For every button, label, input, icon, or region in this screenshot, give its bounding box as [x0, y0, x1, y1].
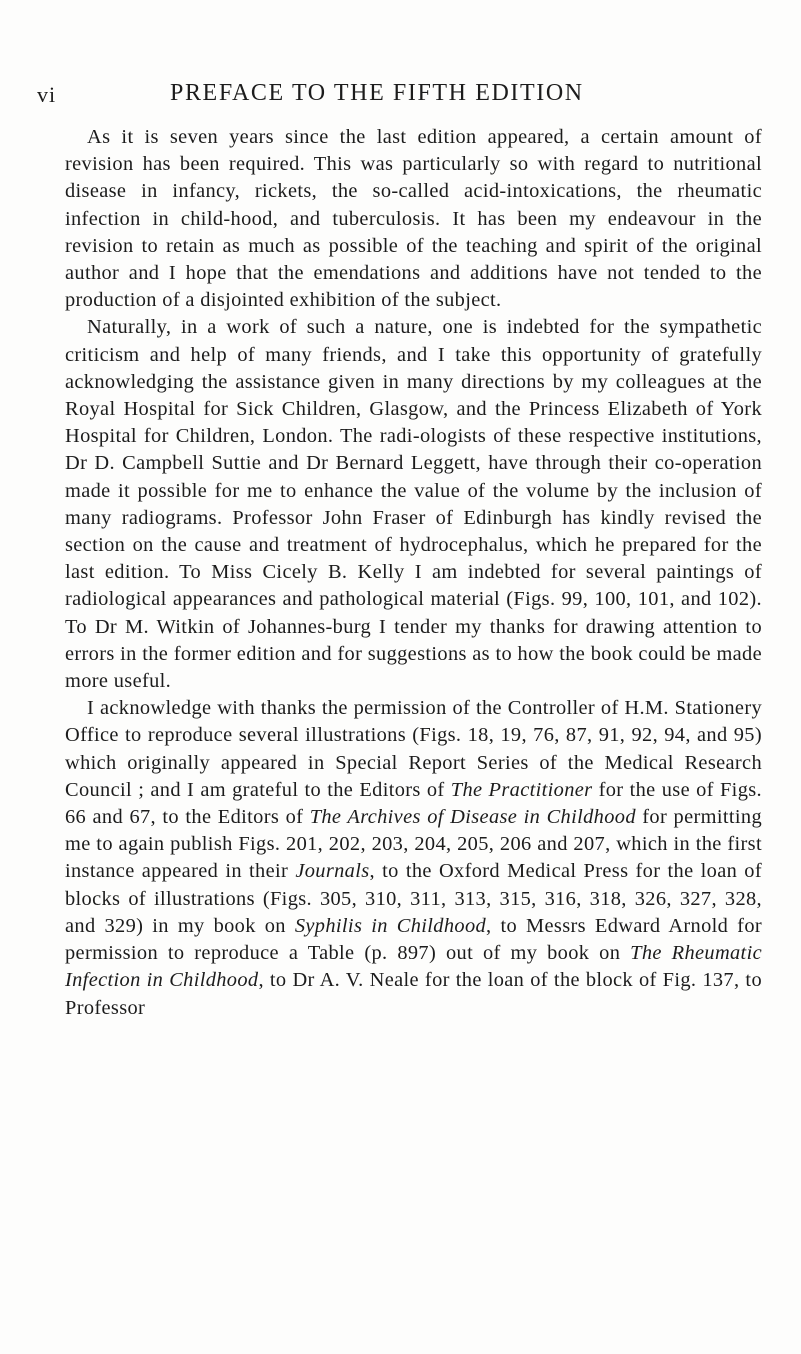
paragraph-acknowledgements: Naturally, in a work of such a nature, one is indebted for the sympathetic criticism and help of many friends, and I take this opportunity of gratefully acknowledging the assistance given in many directions by my colleagues at the Royal Hospital for Sick Children, Glasgow, and the Princess Elizabeth of York Hospital for Children, London. The radi-ologists of these respective institutions, Dr D. Campbell Suttie and Dr Bernard Leggett, have through their co-operation made it possible for me to enhance the value of the volume by the inclusion of many radiograms. Professor John Fraser of Edinburgh has kindly revised the section on the cause and treatment of hydrocephalus, which he prepared for the last edition. To Miss Cicely B. Kelly I am indebted for several paintings of radiological appearances and pathological material (Figs. 99, 100, 101, and 102). To Dr M. Witkin of Johannes-burg I tender my thanks for drawing attention to errors in the former edition and for suggestions as to how the book could be made more useful.: [65, 316, 762, 693]
text-run: , to the Oxford Medical Press for the loan of blocks of illustrations (Figs. 305, 310, 311, 313, 315, 316, 318, 326, 327, 328, and 329) in my book on: [65, 860, 762, 937]
text-run: for the use of Figs. 66 and 67, to the Editors of: [65, 778, 762, 829]
running-head: PREFACE TO THE FIFTH EDITION: [170, 80, 584, 106]
italic-title-practitioner: The Practitioner: [450, 778, 593, 801]
text-run: for permitting me to again publish Figs. 201, 202, 203, 204, 205, 206 and 207, which in the first instance appeared in their: [65, 806, 762, 883]
page-number: vi: [37, 82, 57, 107]
paragraph-revision: As it is seven years since the last edition appeared, a certain amount of revision has been required. This was particularly so with regard to nutritional disease in infancy, rickets, the so-called acid-intoxications, the rheumatic infection in child-hood, and tuberculosis. It has been my endeavour in the revision to retain as much as possible of the teaching and spirit of the original author and I hope that the emendations and additions have not tended to the production of a disjointed exhibition of the subject.: [65, 126, 762, 312]
italic-title-rheumatic: The Rheumatic Infection in Childhood: [65, 942, 762, 992]
text-run: , to Dr A. V. Neale for the loan of the block of Fig. 137, to Professor: [65, 969, 762, 1019]
text-run: I acknowledge with thanks the permission of the Controller of H.M. Stationery Office to reproduce several illustrations (Figs. 18, 19, 76, 87, 91, 92, 94, and 95) which originally appeared in Special Report Series of the Medical Research Council ; and I am grateful to the Editors of: [65, 697, 762, 801]
preface-body: [65, 124, 762, 1022]
italic-title-archives: The Archives of Disease in Childhood: [309, 806, 636, 829]
text-run: , to Messrs Edward Arnold for permission to reproduce a Table (p. 897) out of my book on: [65, 914, 763, 965]
italic-title-journals: Journals: [295, 860, 370, 883]
paragraph-permissions: [65, 695, 762, 1021]
italic-title-syphilis: Syphilis in Childhood: [294, 914, 487, 937]
